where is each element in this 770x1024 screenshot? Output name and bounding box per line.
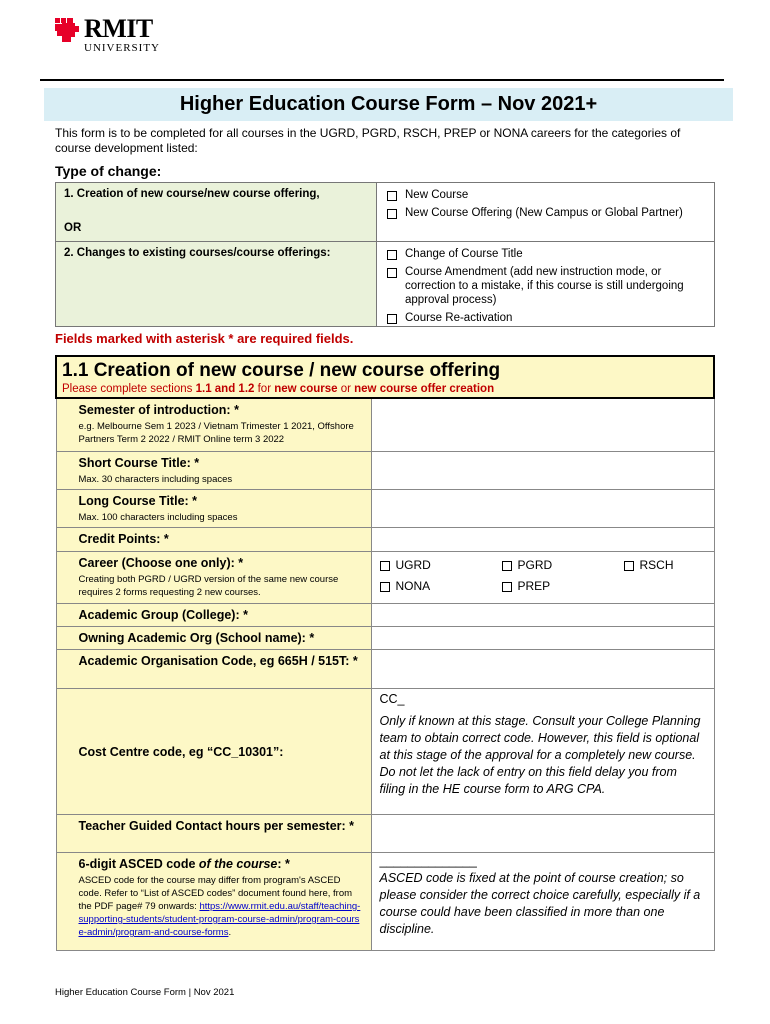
section-subtitle: Please complete sections 1.1 and 1.2 for new course or new course offer creation bbox=[62, 383, 495, 395]
intro-text: This form is to be completed for all courses in the UGRD, PGRD, RSCH, PREP or NONA careers for the categories of course development listed: bbox=[55, 126, 681, 155]
short-title-hint: Max. 30 characters including spaces bbox=[78, 474, 233, 485]
required-fields-note: Fields marked with asterisk * are required fields. bbox=[55, 331, 354, 346]
creation-label: 1. Creation of new course/new course offering, bbox=[64, 188, 320, 200]
cost-centre-label-cell bbox=[56, 689, 371, 815]
academic-group-input[interactable] bbox=[371, 604, 714, 627]
teacher-hours-label: Teacher Guided Contact hours per semester: * bbox=[78, 819, 355, 833]
checkbox-icon[interactable] bbox=[387, 314, 397, 324]
career-label: Career (Choose one only): * bbox=[78, 556, 244, 570]
rmit-logo bbox=[55, 14, 175, 56]
career-hint: Creating both PGRD / UGRD version of the same new course requires 2 forms requesting 2 new courses. bbox=[78, 574, 339, 598]
acad-group-label-cell bbox=[56, 604, 371, 627]
org-code-label-cell bbox=[56, 650, 371, 689]
page-title: Higher Education Course Form – Nov 2021+ bbox=[179, 93, 598, 115]
long-title-hint: Max. 100 characters including spaces bbox=[78, 512, 238, 523]
section-header bbox=[56, 356, 714, 398]
asced-blank: ______________ bbox=[379, 854, 477, 868]
asced-note: ASCED code is fixed at the point of course creation; so please consider the correct choice carefully, especially if a course could have been classified in more than one discipline. bbox=[379, 871, 701, 936]
asced-hint: ASCED code for the course may differ from program's ASCED code. Refer to “List of ASCED codes” document found here, from the PDF page# 79 onwards: https://www.rmit.edu.au/staff/teaching-supporting-students/student-program-course-admin/program-course-admin/program-and-course-forms. bbox=[78, 875, 361, 938]
section-title: 1.1 Creation of new course / new course offering bbox=[62, 360, 501, 381]
short-title-label: Short Course Title: * bbox=[78, 456, 200, 470]
semester-input[interactable] bbox=[371, 398, 714, 452]
semester-hint: e.g. Melbourne Sem 1 2023 / Vietnam Trimester 1 2021, Offshore Partners Term 2 2022 / RMIT Online term 3 2022 bbox=[78, 421, 354, 445]
page-footer: Higher Education Course Form | Nov 2021 bbox=[55, 987, 235, 998]
asced-forms-link[interactable]: https://www.rmit.edu.au/staff/teaching-supporting-students/student-program-course-admin/program-course-admin/program-and-course-forms bbox=[78, 901, 361, 938]
career-nona[interactable]: NONA bbox=[380, 578, 502, 595]
owning-org-label: Owning Academic Org (School name): * bbox=[78, 631, 315, 645]
credit-points-label: Credit Points: * bbox=[78, 532, 169, 546]
short-title-label-cell bbox=[56, 452, 371, 490]
checkbox-icon[interactable] bbox=[387, 209, 397, 219]
logo-wordmark: RMIT bbox=[84, 14, 153, 43]
cost-centre-note: Only if known at this stage. Consult your College Planning team to obtain correct code. However, this field is optional at this stage of the approval for a completely new course. Do not let the lack of entry on this field delay you from filing in the HE course form to ARG CPA. bbox=[379, 714, 701, 796]
credit-label-cell bbox=[56, 528, 371, 552]
academic-group-label: Academic Group (College): * bbox=[78, 608, 248, 622]
logo-subtitle: UNIVERSITY bbox=[84, 42, 160, 54]
option-change-title[interactable]: Change of Course Title bbox=[377, 242, 714, 262]
checkbox-icon[interactable] bbox=[387, 250, 397, 260]
checkbox-icon[interactable] bbox=[380, 561, 390, 571]
teacher-hours-input[interactable] bbox=[371, 815, 714, 853]
option-new-course-offering[interactable]: New Course Offering (New Campus or Global Partner) bbox=[377, 203, 714, 221]
cost-centre-prefix: CC_ bbox=[379, 692, 405, 706]
creation-options bbox=[377, 183, 715, 242]
org-code-input[interactable] bbox=[371, 650, 714, 689]
checkbox-icon[interactable] bbox=[387, 268, 397, 278]
credit-points-input[interactable] bbox=[371, 528, 714, 552]
owning-org-input[interactable] bbox=[371, 627, 714, 650]
option-course-amendment[interactable]: Course Amendment (add new instruction mode, or correction to a mistake, if this course is still undergoing approval process) bbox=[377, 262, 714, 308]
long-title-input[interactable] bbox=[371, 490, 714, 528]
teacher-hours-label-cell bbox=[56, 815, 371, 853]
asced-label-cell bbox=[56, 853, 371, 951]
career-rsch[interactable]: RSCH bbox=[624, 557, 714, 574]
checkbox-icon[interactable] bbox=[380, 582, 390, 592]
career-label-cell bbox=[56, 552, 371, 604]
checkbox-icon[interactable] bbox=[624, 561, 634, 571]
semester-label: Semester of introduction: * bbox=[78, 403, 239, 417]
creation-form-table bbox=[55, 355, 715, 951]
creation-cell bbox=[56, 183, 377, 242]
long-title-label: Long Course Title: * bbox=[78, 494, 198, 508]
cost-centre-label: Cost Centre code, eg “CC_10301”: bbox=[78, 745, 284, 759]
option-reactivation[interactable]: Course Re-activation bbox=[377, 308, 714, 326]
career-options bbox=[371, 552, 714, 604]
checkbox-icon[interactable] bbox=[502, 561, 512, 571]
asced-label: 6-digit ASCED code of the course: * bbox=[78, 857, 290, 871]
header-rule bbox=[40, 79, 724, 81]
rmit-pixel-logo-icon bbox=[55, 18, 79, 42]
long-title-label-cell bbox=[56, 490, 371, 528]
career-pgrd[interactable]: PGRD bbox=[502, 557, 624, 574]
title-bar bbox=[44, 88, 733, 121]
checkbox-icon[interactable] bbox=[387, 191, 397, 201]
or-label: OR bbox=[64, 222, 82, 234]
owning-org-label-cell bbox=[56, 627, 371, 650]
changes-cell bbox=[56, 242, 377, 327]
career-ugrd[interactable]: UGRD bbox=[380, 557, 502, 574]
changes-label: 2. Changes to existing courses/course offerings: bbox=[64, 247, 331, 259]
option-new-course[interactable]: New Course bbox=[377, 183, 714, 203]
type-of-change-table bbox=[55, 182, 715, 327]
short-title-input[interactable] bbox=[371, 452, 714, 490]
org-code-label: Academic Organisation Code, eg 665H / 515T: * bbox=[78, 654, 358, 668]
checkbox-icon[interactable] bbox=[502, 582, 512, 592]
changes-options bbox=[377, 242, 715, 327]
asced-input[interactable] bbox=[371, 853, 714, 951]
semester-label-cell bbox=[56, 398, 371, 452]
type-of-change-label: Type of change: bbox=[55, 163, 162, 179]
cost-centre-input[interactable] bbox=[371, 689, 714, 815]
career-prep[interactable]: PREP bbox=[502, 578, 624, 595]
